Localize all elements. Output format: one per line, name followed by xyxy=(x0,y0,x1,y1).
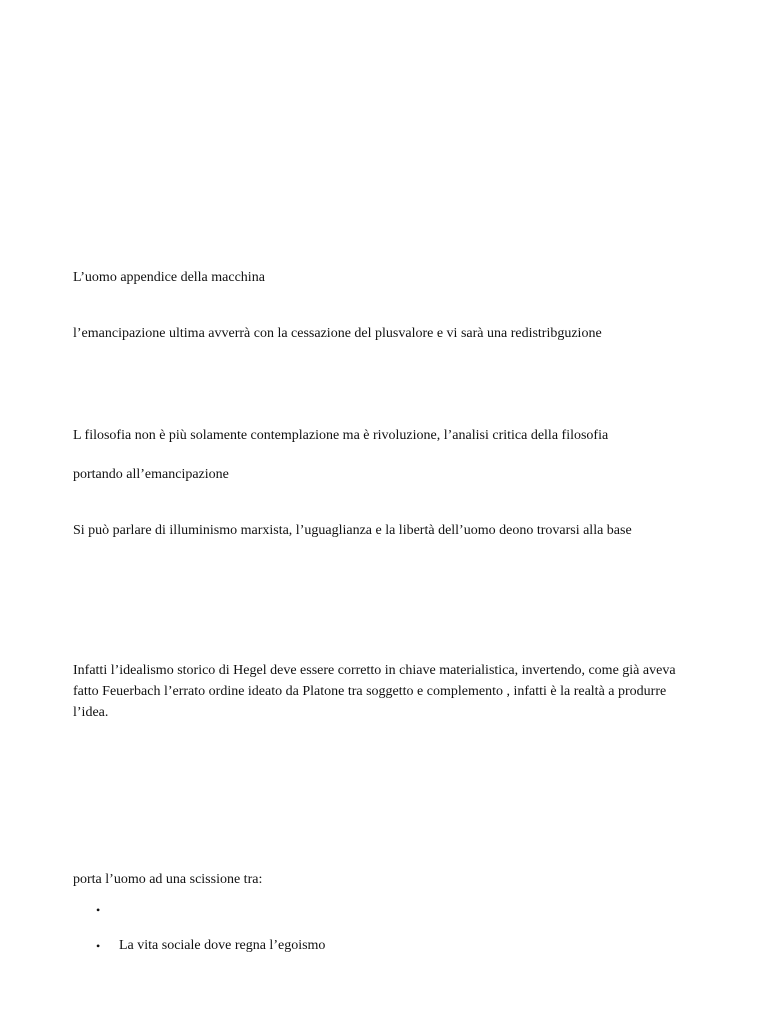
list-item-text: La vita sociale dove regna l’egoismo xyxy=(119,938,326,953)
text-line-portando: portando all’emancipazione xyxy=(73,467,229,482)
text-line-illuminismo: Si può parlare di illuminismo marxista, l’uguaglianza e la libertà dell’uomo deono trovarsi alla base xyxy=(73,523,632,538)
paragraph-hegel: Infatti l’idealismo storico di Hegel deve essere corretto in chiave materialistica, invertendo, come già aveva fatto Feuerbach l’errato ordine ideato da Platone tra soggetto e complemento , infatti è la realtà a produrre l’idea. xyxy=(73,663,676,720)
bullet-icon: • xyxy=(96,903,101,917)
text-line-scissione: porta l’uomo ad una scissione tra: xyxy=(73,872,263,887)
heading-line-uomo-appendice: L’uomo appendice della macchina xyxy=(73,270,265,285)
text-line-filosofia: L filosofia non è più solamente contemplazione ma è rivoluzione, l’analisi critica della filosofia xyxy=(73,428,609,443)
bullet-icon: • xyxy=(96,939,101,953)
text-line-emancipazione: l’emancipazione ultima avverrà con la cessazione del plusvalore e vi sarà una redistribguzione xyxy=(73,326,602,341)
